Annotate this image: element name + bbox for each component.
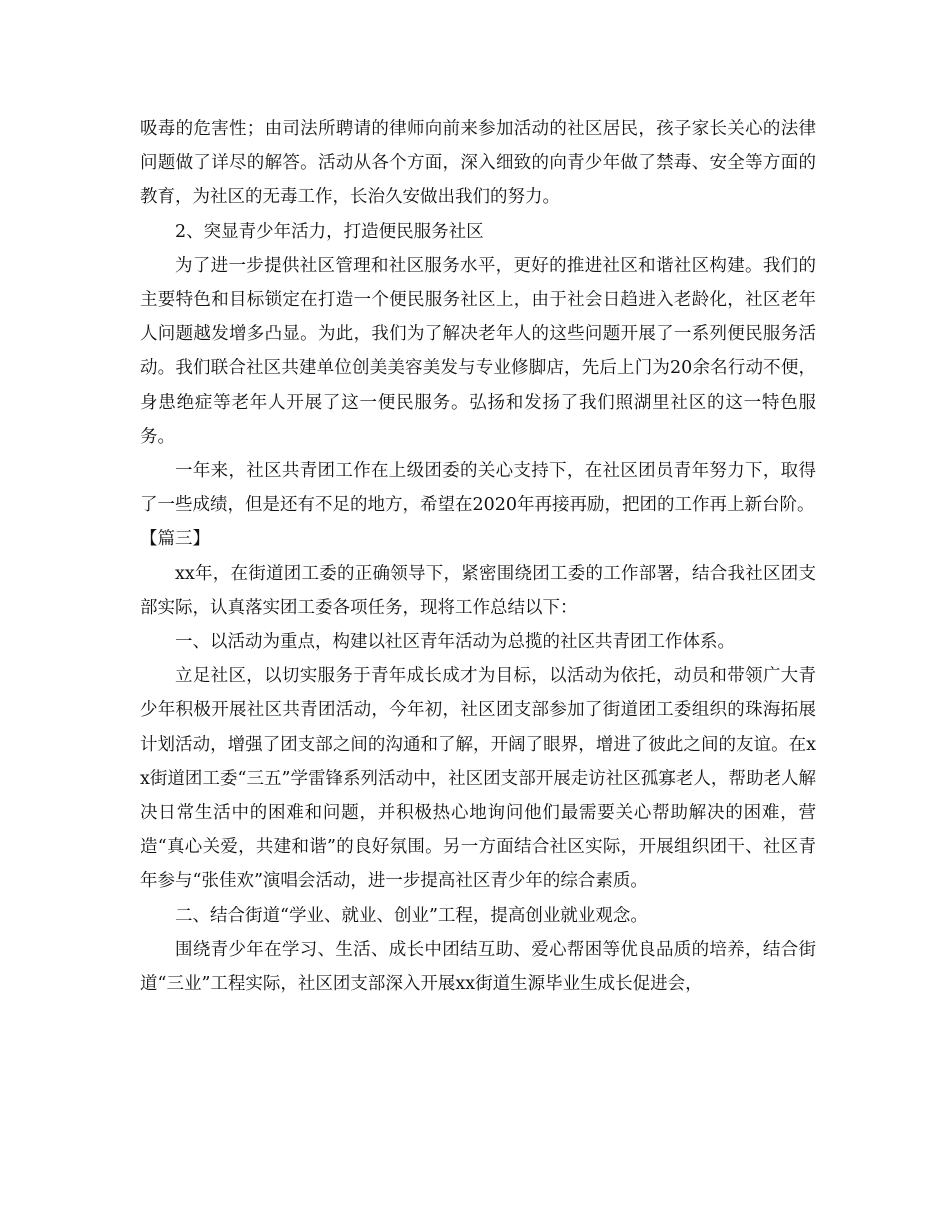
paragraph-convenience-service: 为了进一步提供社区管理和社区服务水平，更好的推进社区和谐社区构建。我们的主要特色和目标锁定在打造一个便民服务社区上，由于社会日趋进入老龄化，社区老年人问题越发增多凸显。为此，我们为了解决老年人的这些问题开展了一系列便民服务活动。我们联合社区共建单位创美美容美发与专业修脚店，先后上门为20余名行动不便，身患绝症等老年人开展了这一便民服务。弘扬和发扬了我们照湖里社区的这一特色服务。 [140,255,816,447]
section-marker-part-three: 【篇三】 [140,529,210,550]
paragraph-drug-harm-continuation: 吸毒的危害性；由司法所聘请的律师向前来参加活动的社区居民，孩子家长关心的法律问题做了详尽的解答。活动从各个方面，深入细致的向青少年做了禁毒、安全等方面的教育，为社区的无毒工作，长治久安做出我们的努力。 [140,119,816,208]
document-body [140,112,816,1001]
heading-youth-vitality: 2、突显青少年活力，打造便民服务社区 [175,221,484,242]
heading-activities-focus: 一、以活动为重点，构建以社区青年活动为总揽的社区共青团工作体系。 [175,632,735,653]
paragraph-graduate-promotion: 围绕青少年在学习、生活、成长中团结互助、爱心帮困等优良品质的培养，结合街道“三业”工程实际，社区团支部深入开展xx街道生源毕业生成长促进会， [140,939,816,995]
paragraph-year-summary: 一年来，社区共青团工作在上级团委的关心支持下，在社区团员青年努力下，取得了一些成绩，但是还有不足的地方，希望在2020年再接再励，把团的工作再上新台阶。 [140,461,816,516]
paragraph-community-activities: 立足社区，以切实服务于青年成长成才为目标，以活动为依托，动员和带领广大青少年积极开展社区共青团活动，今年初，社区团支部参加了街道团工委组织的珠海拓展计划活动，增强了团支部之间的沟通和了解，开阔了眼界，增进了彼此之间的友谊。在xx街道团工委“三五”学雷锋系列活动中，社区团支部开展走访社区孤寡老人，帮助老人解决日常生活中的困难和问题，并积极热心地询问他们最需要关心帮助解决的困难，营造“真心关爱，共建和谐”的良好氛围。另一方面结合社区实际，开展组织团干、社区青年参与“张佳欢”演唱会活动，进一步提高社区青少年的综合素质。 [140,666,816,892]
paragraph-part-three-intro: xx年，在街道团工委的正确领导下，紧密围绕团工委的工作部署，结合我社区团支部实际，认真落实团工委各项任务，现将工作总结以下： [140,563,816,618]
heading-employment-project: 二、结合街道“学业、就业、创业”工程，提高创业就业观念。 [175,905,648,926]
